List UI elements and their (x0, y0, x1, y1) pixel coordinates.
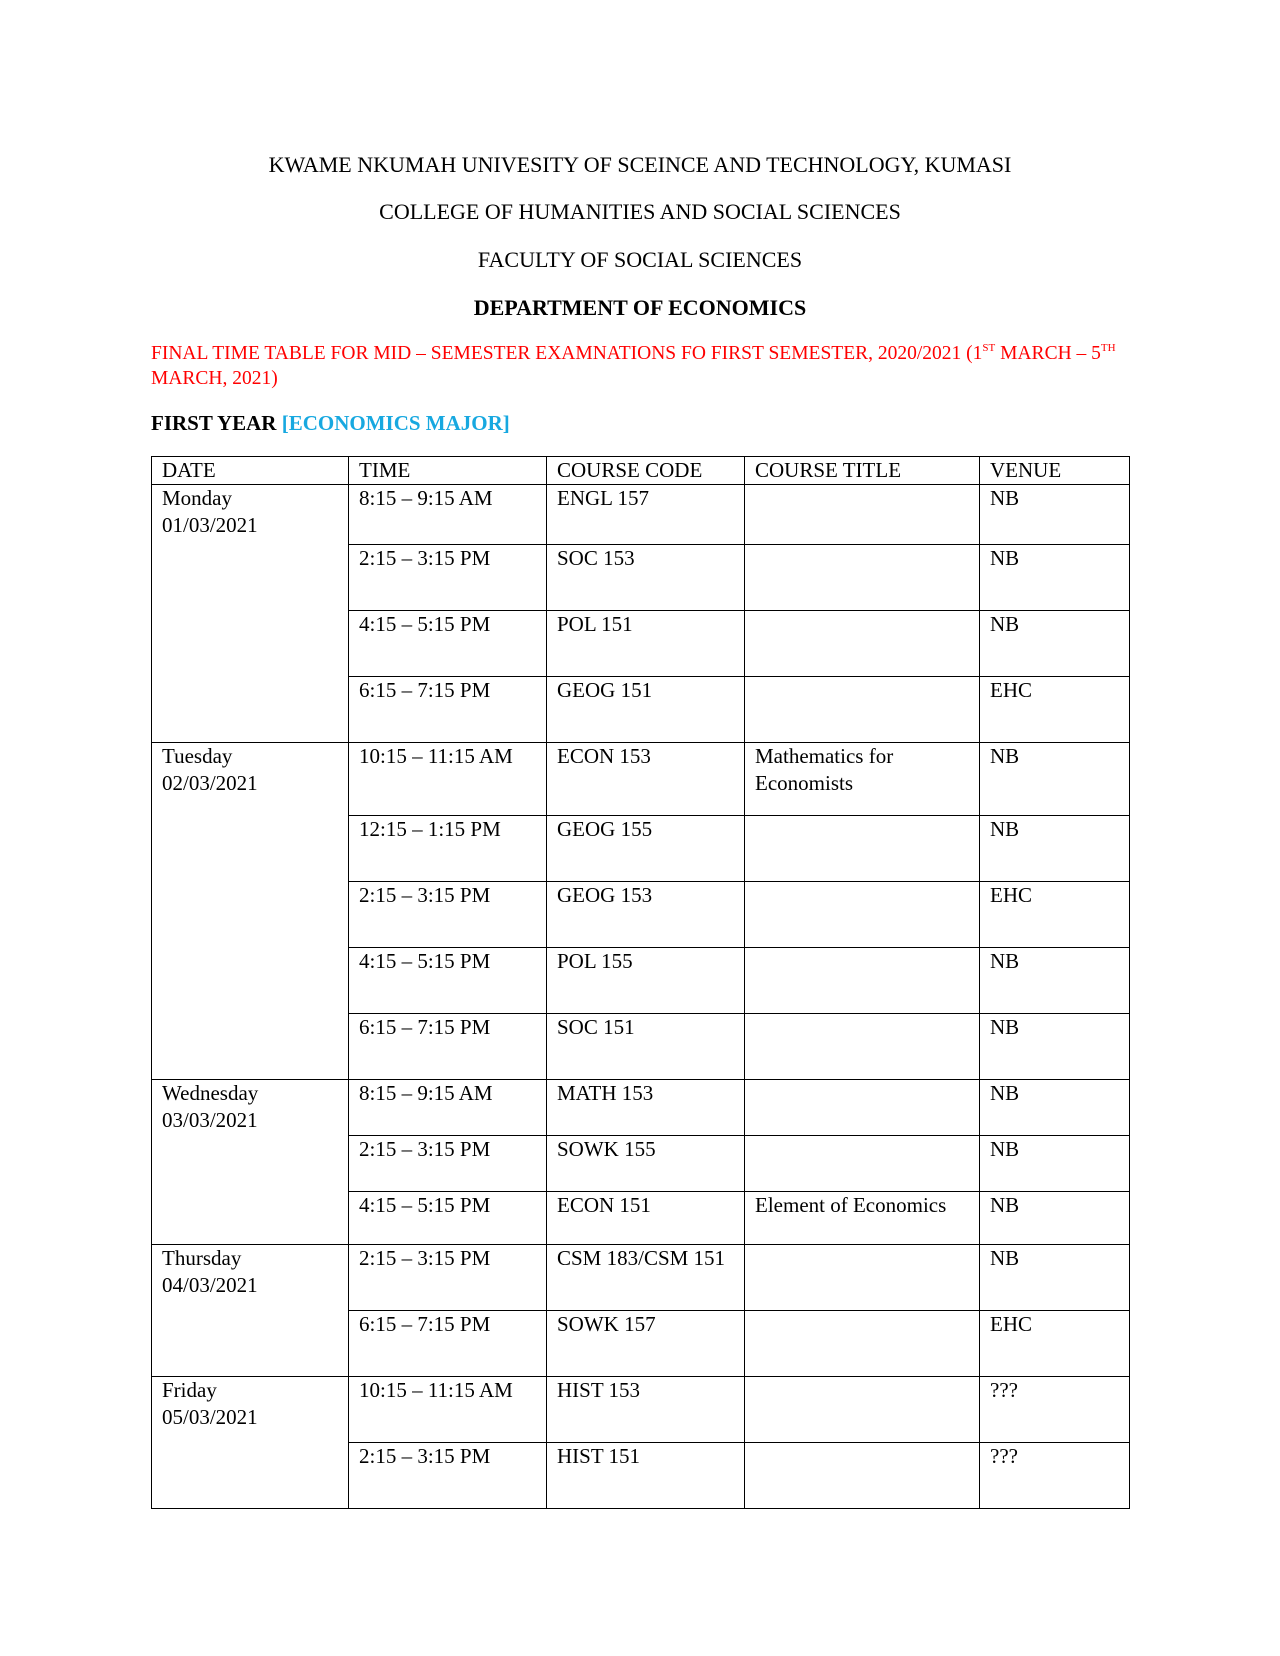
col-header-time: TIME (349, 457, 547, 485)
time-cell: 8:15 – 9:15 AM (349, 485, 547, 545)
date-cell (152, 485, 349, 743)
course-code-cell: SOWK 155 (547, 1136, 745, 1192)
col-header-code: COURSE CODE (547, 457, 745, 485)
major-label: [ECONOMICS MAJOR] (281, 411, 510, 435)
col-header-date: DATE (152, 457, 349, 485)
time-cell: 10:15 – 11:15 AM (349, 743, 547, 816)
table-row (152, 1080, 1130, 1136)
venue-cell: EHC (980, 677, 1130, 743)
notice-text-2: MARCH – 5 (995, 343, 1101, 364)
venue-cell: NB (980, 545, 1130, 611)
course-code-cell: GEOG 155 (547, 816, 745, 882)
course-title-cell (745, 1014, 980, 1080)
time-cell: 6:15 – 7:15 PM (349, 1311, 547, 1377)
time-cell: 2:15 – 3:15 PM (349, 882, 547, 948)
time-cell: 6:15 – 7:15 PM (349, 1014, 547, 1080)
table-header-row (152, 457, 1130, 485)
notice-sup-2: TH (1100, 342, 1116, 354)
day-date: 04/03/2021 (162, 1273, 258, 1297)
course-code-cell: CSM 183/CSM 151 (547, 1245, 745, 1311)
time-cell: 10:15 – 11:15 AM (349, 1377, 547, 1443)
course-code-cell: MATH 153 (547, 1080, 745, 1136)
course-title-cell (745, 545, 980, 611)
venue-cell: NB (980, 743, 1130, 816)
time-cell: 2:15 – 3:15 PM (349, 1245, 547, 1311)
course-title-cell (745, 611, 980, 677)
notice-text-1: FINAL TIME TABLE FOR MID – SEMESTER EXAMNATIONS FO FIRST SEMESTER, 2020/2021 (1 (151, 343, 983, 364)
course-code-cell: GEOG 151 (547, 677, 745, 743)
day-date: 02/03/2021 (162, 771, 258, 795)
time-cell: 8:15 – 9:15 AM (349, 1080, 547, 1136)
course-code-cell: POL 151 (547, 611, 745, 677)
course-title-cell (745, 1245, 980, 1311)
col-header-venue: VENUE (980, 457, 1130, 485)
course-code-cell: POL 155 (547, 948, 745, 1014)
course-code-cell: SOC 153 (547, 545, 745, 611)
day-name: Thursday (162, 1246, 242, 1270)
year-label: FIRST YEAR (151, 411, 282, 435)
day-date: 03/03/2021 (162, 1108, 258, 1132)
time-cell: 2:15 – 3:15 PM (349, 1443, 547, 1509)
time-cell: 2:15 – 3:15 PM (349, 545, 547, 611)
venue-cell: NB (980, 1136, 1130, 1192)
faculty-name: FACULTY OF SOCIAL SCIENCES (477, 247, 803, 272)
course-code-cell: SOWK 157 (547, 1311, 745, 1377)
day-name: Monday (162, 486, 232, 510)
venue-cell: EHC (980, 1311, 1130, 1377)
venue-cell: NB (980, 611, 1130, 677)
day-name: Tuesday (162, 744, 233, 768)
notice-sup-1: ST (982, 342, 996, 354)
table-row (152, 1245, 1130, 1311)
course-code-cell: ECON 153 (547, 743, 745, 816)
course-title-cell (745, 816, 980, 882)
date-cell (152, 743, 349, 1080)
course-code-cell: HIST 151 (547, 1443, 745, 1509)
day-name: Friday (162, 1378, 217, 1402)
venue-cell: NB (980, 1245, 1130, 1311)
venue-cell: ??? (980, 1443, 1130, 1509)
course-title-cell (745, 882, 980, 948)
venue-cell: NB (980, 1080, 1130, 1136)
timetable-notice (151, 341, 1131, 391)
university-name: KWAME NKUMAH UNIVESITY OF SCEINCE AND TECHNOLOGY, KUMASI (268, 152, 1012, 177)
course-title-cell (745, 485, 980, 545)
venue-cell: NB (980, 948, 1130, 1014)
day-date: 01/03/2021 (162, 513, 258, 537)
course-code-cell: ECON 151 (547, 1192, 745, 1245)
course-title-cell: Mathematics for Economists (745, 743, 980, 816)
course-title-cell (745, 1443, 980, 1509)
day-date: 05/03/2021 (162, 1405, 258, 1429)
time-cell: 4:15 – 5:15 PM (349, 948, 547, 1014)
course-title-cell (745, 677, 980, 743)
course-title-cell: Element of Economics (745, 1192, 980, 1245)
course-title-cell (745, 1080, 980, 1136)
table-row (152, 1377, 1130, 1443)
venue-cell: EHC (980, 882, 1130, 948)
course-title-cell (745, 1311, 980, 1377)
department-name: DEPARTMENT OF ECONOMICS (473, 295, 807, 320)
course-title-cell (745, 948, 980, 1014)
course-code-cell: GEOG 153 (547, 882, 745, 948)
section-heading (151, 411, 510, 436)
course-code-cell: ENGL 157 (547, 485, 745, 545)
date-cell (152, 1245, 349, 1377)
course-code-cell: SOC 151 (547, 1014, 745, 1080)
time-cell: 4:15 – 5:15 PM (349, 1192, 547, 1245)
time-cell: 12:15 – 1:15 PM (349, 816, 547, 882)
venue-cell: NB (980, 485, 1130, 545)
day-name: Wednesday (162, 1081, 259, 1105)
college-name: COLLEGE OF HUMANITIES AND SOCIAL SCIENCES (379, 199, 901, 224)
time-cell: 2:15 – 3:15 PM (349, 1136, 547, 1192)
date-cell (152, 1080, 349, 1245)
table-row (152, 485, 1130, 545)
date-cell (152, 1377, 349, 1509)
exam-timetable (151, 456, 1130, 1509)
time-cell: 4:15 – 5:15 PM (349, 611, 547, 677)
notice-text-3: MARCH, 2021) (151, 368, 278, 389)
course-title-cell (745, 1377, 980, 1443)
course-code-cell: HIST 153 (547, 1377, 745, 1443)
col-header-title: COURSE TITLE (745, 457, 980, 485)
venue-cell: ??? (980, 1377, 1130, 1443)
venue-cell: NB (980, 816, 1130, 882)
table-row (152, 743, 1130, 816)
time-cell: 6:15 – 7:15 PM (349, 677, 547, 743)
venue-cell: NB (980, 1192, 1130, 1245)
venue-cell: NB (980, 1014, 1130, 1080)
course-title-cell (745, 1136, 980, 1192)
